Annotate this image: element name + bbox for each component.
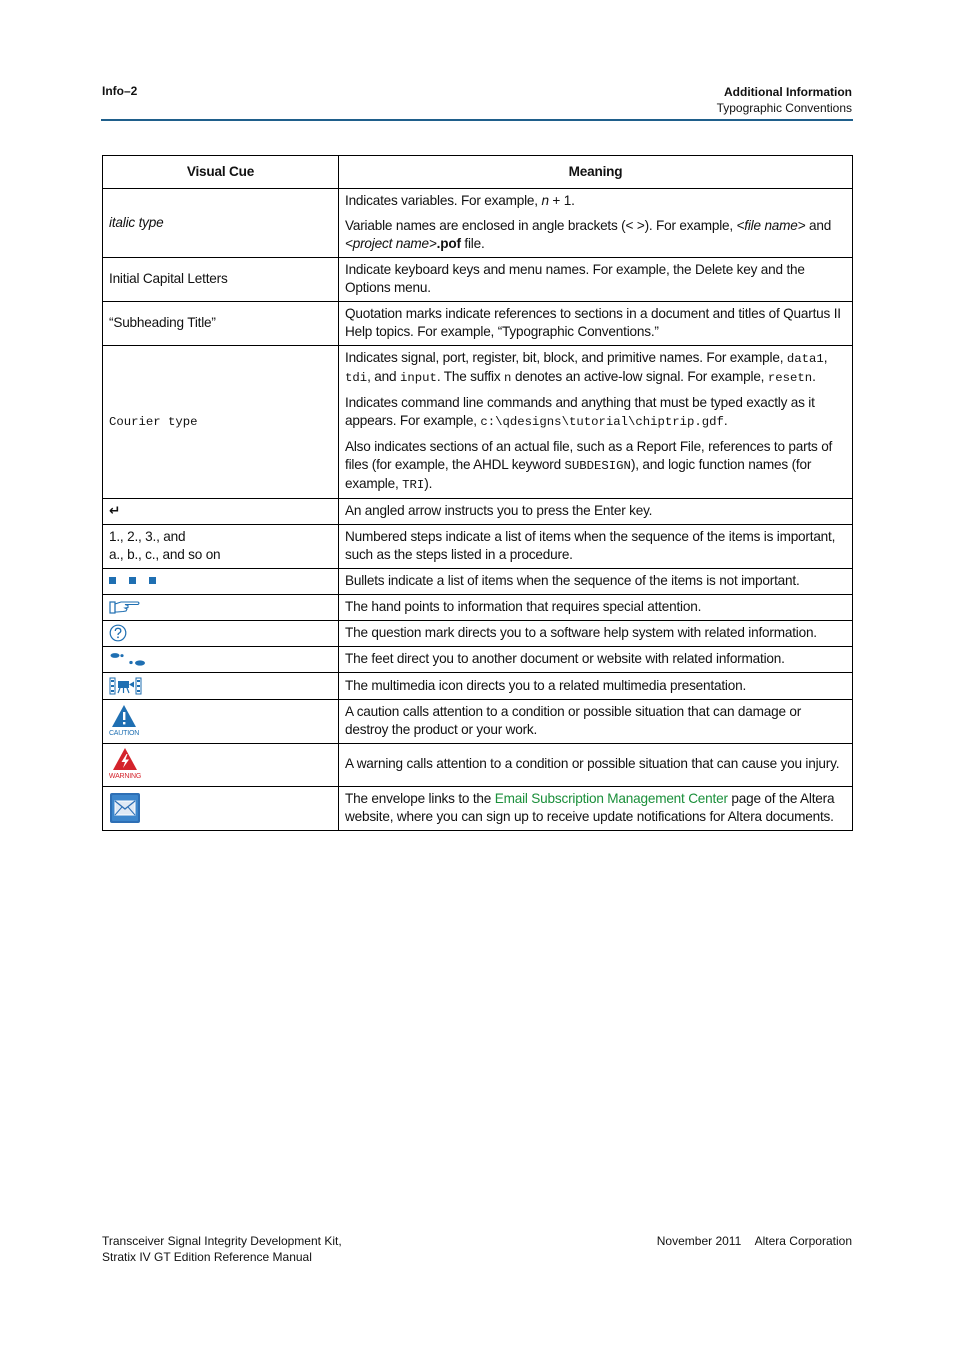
- cue-envelope: [103, 786, 339, 830]
- text: + 1.: [548, 193, 575, 208]
- meaning-bullets: Bullets indicate a list of items when the sequence of the items is not important.: [339, 569, 853, 595]
- table-row: [103, 569, 853, 595]
- header-rule: [101, 119, 853, 121]
- code: n: [504, 371, 512, 385]
- var-n: n: [541, 193, 549, 208]
- text: , and: [367, 369, 400, 384]
- table-header-row: [103, 156, 853, 189]
- table-row: [103, 525, 853, 569]
- var-project-name: <project name>: [345, 236, 437, 251]
- cue-multimedia: [103, 673, 339, 699]
- table-row: [103, 786, 853, 830]
- meaning-italic: [339, 189, 853, 258]
- footer-left: [102, 1233, 342, 1265]
- table-row: [103, 346, 853, 499]
- text: .: [812, 369, 816, 384]
- text: Indicates signal, port, register, bit, block, and primitive names. For example,: [345, 350, 787, 365]
- table-row: [103, 302, 853, 346]
- cue-initial-caps: Initial Capital Letters: [103, 258, 339, 302]
- text: ).: [424, 476, 433, 491]
- table-row: [103, 699, 853, 743]
- code: resetn: [767, 371, 813, 385]
- cue-line: 1., 2., 3., and: [109, 529, 186, 544]
- table-row: [103, 189, 853, 258]
- cue-bullets: [103, 569, 339, 595]
- table-row: [103, 647, 853, 673]
- var-file-name: <file name>: [736, 218, 806, 233]
- meaning-caution: A caution calls attention to a condition or possible situation that can damage or destroy the product or your work.: [339, 699, 853, 743]
- meaning-hand: The hand points to information that requires special attention.: [339, 595, 853, 621]
- caution-icon: [109, 704, 143, 738]
- table-row: [103, 595, 853, 621]
- text: Variable names are enclosed in angle brackets (< >). For example,: [345, 218, 737, 233]
- conventions-table: [102, 155, 853, 831]
- cue-line: a., b., c., and so on: [109, 547, 221, 562]
- meaning-envelope: [339, 786, 853, 830]
- meaning-feet: The feet direct you to another document or website with related information.: [339, 647, 853, 673]
- header-right: [717, 84, 852, 116]
- cue-enter-arrow: [103, 499, 339, 525]
- footer-date: November 2011: [656, 1234, 742, 1248]
- text: ,: [823, 350, 828, 365]
- meaning-initial-caps: Indicate keyboard keys and menu names. For example, the Delete key and the Options menu.: [339, 258, 853, 302]
- table-row: [103, 258, 853, 302]
- text: page of the Altera website, where you can sign up to receive update notifications for Altera documents.: [345, 790, 835, 824]
- meaning-courier: [339, 346, 853, 499]
- footer-doc-title-line2: Stratix IV GT Edition Reference Manual: [102, 1250, 312, 1264]
- cue-warning: [103, 743, 339, 786]
- text: Indicates command line commands and anything that must be typed exactly as it appears. For example,: [345, 395, 815, 428]
- meaning-warning: A warning calls attention to a condition or possible situation that can cause you injury.: [339, 743, 853, 786]
- meaning-multimedia: The multimedia icon directs you to a related multimedia presentation.: [339, 673, 853, 699]
- table-row: [103, 621, 853, 647]
- cue-italic: italic type: [103, 189, 339, 258]
- cue-courier: Courier type: [103, 346, 339, 499]
- cue-caution: [103, 699, 339, 743]
- question-mark-icon: [109, 624, 127, 642]
- text: .: [723, 413, 728, 428]
- footer-doc-title-line1: Transceiver Signal Integrity Development Kit,: [102, 1234, 342, 1248]
- meaning-question: The question mark directs you to a software help system with related information.: [339, 621, 853, 647]
- header-section-title: Additional Information: [724, 85, 852, 99]
- hand-pointer-icon: [109, 599, 141, 615]
- bullets-icon: [109, 576, 159, 586]
- code: c:\qdesigns\tutorial\chiptrip.gdf: [480, 415, 724, 429]
- cue-numbered: [103, 525, 339, 569]
- email-subscription-link[interactable]: Email Subscription Management Center: [494, 790, 728, 806]
- text: file.: [460, 236, 485, 251]
- meaning-numbered: Numbered steps indicate a list of items when the sequence of the items is important, such as the steps listed in a procedure.: [339, 525, 853, 569]
- table-row: [103, 743, 853, 786]
- meaning-enter: An angled arrow instructs you to press the Enter key.: [339, 499, 853, 525]
- text: and: [805, 218, 832, 233]
- code: tdi: [345, 371, 368, 385]
- header-subsection-title: Typographic Conventions: [716, 101, 852, 115]
- envelope-icon[interactable]: [109, 792, 141, 824]
- code: TRI: [402, 478, 425, 492]
- code: data1: [786, 352, 824, 366]
- feet-icon: [109, 652, 147, 668]
- cue-hand: [103, 595, 339, 621]
- table-row: [103, 499, 853, 525]
- col-visual-cue: Visual Cue: [103, 156, 339, 189]
- code: SUBDESIGN: [564, 459, 631, 473]
- ext-pof: .pof: [436, 236, 461, 251]
- footer-company: Altera Corporation: [754, 1234, 852, 1248]
- col-meaning: Meaning: [339, 156, 853, 189]
- cue-question: [103, 621, 339, 647]
- cue-subheading: “Subheading Title”: [103, 302, 339, 346]
- text: ), and logic function names (for example,: [345, 457, 812, 491]
- enter-arrow-icon: ↵: [109, 503, 121, 518]
- header-page-label: Info–2: [102, 84, 138, 98]
- footer-right: [657, 1233, 852, 1249]
- text: Indicates variables. For example,: [345, 193, 542, 208]
- table-row: [103, 673, 853, 699]
- cue-feet: [103, 647, 339, 673]
- text: Also indicates sections of an actual file, such as a Report File, references to parts of files (for example, the AHDL keyword: [345, 439, 833, 472]
- warning-icon-label: WARNING: [109, 773, 142, 781]
- code: input: [399, 371, 437, 385]
- text: The envelope links to the: [345, 790, 495, 806]
- multimedia-icon: [109, 677, 143, 695]
- meaning-subheading: Quotation marks indicate references to sections in a document and titles of Quartus II Help topics. For example, “Typographic Conventions.”: [339, 302, 853, 346]
- caution-icon-label: CAUTION: [109, 729, 140, 737]
- warning-icon: [109, 747, 145, 781]
- text: . The suffix: [436, 369, 505, 384]
- text: denotes an active-low signal. For example,: [511, 369, 768, 384]
